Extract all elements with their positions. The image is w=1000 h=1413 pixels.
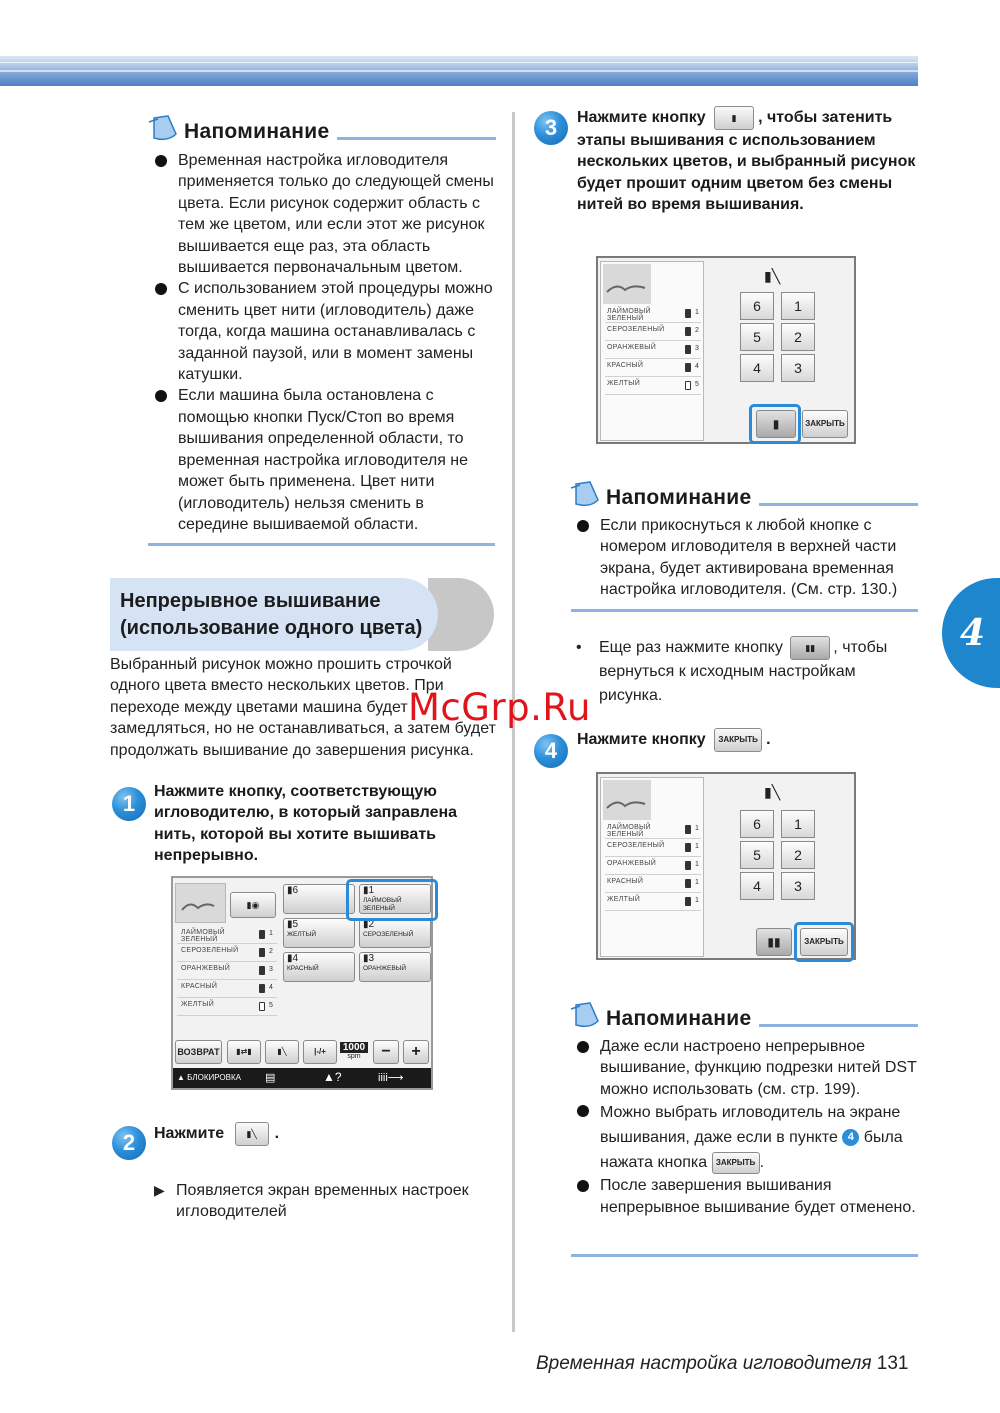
bottom-bar <box>173 1068 431 1088</box>
thread-name: ЖЕЛТЫЙ <box>181 1001 215 1008</box>
row-divider <box>605 892 701 893</box>
needle-number: 4 <box>269 984 273 991</box>
needle-button[interactable]: 4 <box>740 872 774 900</box>
memo-bell-icon <box>568 1001 602 1031</box>
needle-select-button[interactable] <box>283 884 355 914</box>
row-divider <box>177 997 277 998</box>
start-stop-button[interactable]: ▮◉ <box>230 892 276 918</box>
thread-name: ОРАНЖЕВЫЙ <box>181 965 231 972</box>
list-item: Можно выбрать игловодитель на экране вышивания, даже если в пункте 4 была нажата кнопка ЗАКРЫТЬ . <box>572 1100 918 1175</box>
section-title-line2: (использование одного цвета) <box>120 617 423 639</box>
section-title-line1: Непрерывное вышивание <box>120 590 381 612</box>
needle-number: ▮1 <box>363 885 375 896</box>
design-preview <box>603 264 651 304</box>
spool-icon <box>685 879 691 888</box>
step-text: Нажмите ▮╲ . <box>154 1122 279 1146</box>
note-title: Напоминание <box>606 1007 752 1030</box>
highlight-close <box>794 922 854 962</box>
note-heading <box>146 114 496 144</box>
step2-result <box>154 1180 500 1223</box>
step-text: Нажмите кнопку ЗАКРЫТЬ . <box>577 728 771 752</box>
needle-button[interactable]: 3 <box>781 872 815 900</box>
needle-number: 1 <box>695 879 699 886</box>
row-divider <box>605 910 701 911</box>
needle-button[interactable]: 3 <box>781 354 815 382</box>
needle-bar-button[interactable]: ▮⇄▮ <box>227 1040 261 1064</box>
design-preview <box>175 883 226 923</box>
design-preview <box>603 780 651 820</box>
needle-number: 3 <box>269 966 273 973</box>
needle-color-label: СЕРОЗЕЛЕНЫЙ <box>363 931 414 938</box>
highlight-needle-1 <box>346 879 438 921</box>
thread-name: ЖЕЛТЫЙ <box>607 380 641 387</box>
thread-name: СЕРОЗЕЛЕНЫЙ <box>181 947 239 954</box>
thread-name: СЕРОЗЕЛЕНЫЙ <box>607 326 665 333</box>
needle-settings-screen-after <box>596 772 856 960</box>
needle-select-button[interactable] <box>359 952 431 982</box>
needle-number: ▮4 <box>287 953 299 964</box>
list-item: Даже если настроено непрерывное вышивание, функцию подрезки нитей DST можно использовать (см. стр. 199). <box>572 1036 918 1100</box>
needle-number: 1 <box>695 897 699 904</box>
temp-needle-setting-button[interactable]: ▮╲ <box>235 1122 269 1146</box>
thread-view-icon[interactable]: iiii⟶ <box>378 1072 404 1084</box>
page-number: 131 <box>876 1353 909 1374</box>
thread-name: ОРАНЖЕВЫЙ <box>607 860 657 867</box>
row-divider <box>605 856 701 857</box>
spool-icon <box>259 948 265 957</box>
footer-title: Временная настройка игловодителя <box>536 1353 872 1374</box>
note-end-rule <box>148 543 495 546</box>
step-ref-badge: 4 <box>842 1129 859 1146</box>
thread-name: КРАСНЫЙ <box>607 878 644 885</box>
note-title: Напоминание <box>184 120 330 143</box>
needle-number: 1 <box>695 309 699 316</box>
step-number: 1 <box>112 787 146 821</box>
design-image <box>603 264 651 304</box>
row-divider <box>177 979 277 980</box>
row-divider <box>177 1015 277 1016</box>
row-divider <box>177 961 277 962</box>
close-button[interactable]: ЗАКРЫТЬ <box>712 1152 760 1174</box>
list-item: Если прикоснуться к любой кнопке с номером игловодителя в верхней части экрана, будет активирована временная настройка игловодителя. (См. стр. 130.) <box>572 515 918 601</box>
note3-list <box>572 1036 918 1218</box>
lock-label: БЛОКИРОВКА <box>187 1073 241 1082</box>
spool-icon <box>685 345 691 354</box>
note-rule <box>337 137 496 140</box>
watermark: McGrp.Ru <box>408 686 591 729</box>
note3-item2-b: была нажата кнопка <box>600 1129 903 1172</box>
note-end-rule <box>571 1254 918 1257</box>
page-footer <box>536 1353 909 1375</box>
note-heading <box>568 1001 918 1031</box>
needle-button[interactable]: 5 <box>740 841 774 869</box>
close-button[interactable]: ЗАКРЫТЬ <box>802 410 848 438</box>
needle-color-label: КРАСНЫЙ <box>287 965 319 972</box>
temp-needle-icon: ▮╲ <box>764 268 781 284</box>
row-divider <box>605 340 701 341</box>
step-number: 3 <box>534 111 568 145</box>
needle-select-button[interactable] <box>283 918 355 948</box>
needle-number: 4 <box>695 363 699 370</box>
result-arrow-icon: ▶ <box>154 1182 165 1198</box>
needle-color-label: ОРАНЖЕВЫЙ <box>363 965 407 972</box>
list-item: Если машина была остановлена с помощью кнопки Пуск/Стоп во время вышивания определенной области, то временная настройка игловодителя не может быть применена. Цвет нити (игловодитель) нельзя сменить в середине вышиваемой области. <box>150 385 498 535</box>
needle-button[interactable]: 2 <box>781 841 815 869</box>
needle-number: 2 <box>695 327 699 334</box>
spool-icon <box>685 363 691 372</box>
spool-icon <box>259 966 265 975</box>
needle-number: 1 <box>695 843 699 850</box>
embroidery-screen <box>171 876 433 1090</box>
thread-name: КРАСНЫЙ <box>607 362 644 369</box>
close-button[interactable]: ЗАКРЫТЬ <box>714 728 762 752</box>
chapter-number: 4 <box>960 612 986 654</box>
list-item: С использованием этой процедуры можно сменить цвет нити (игловодитель) даже тогда, когда машина останавливалась с заданной паузой, или в момент замены катушки. <box>150 278 498 385</box>
thread-name: ОРАНЖЕВЫЙ <box>607 344 657 351</box>
needle-number: 2 <box>269 948 273 955</box>
needle-button[interactable]: 6 <box>740 810 774 838</box>
step-number: 4 <box>534 734 568 768</box>
close-button[interactable]: ЗАКРЫТЬ <box>800 928 848 956</box>
continuous-button[interactable]: ▮▮ <box>790 636 830 660</box>
temp-needle-setting-button[interactable]: ▮╲ <box>265 1040 299 1064</box>
help-icon[interactable]: ▲? <box>323 1070 342 1084</box>
needle-number: ▮3 <box>363 953 375 964</box>
needle-button[interactable]: 5 <box>740 323 774 351</box>
list-item: Временная настройка игловодителя применяется только до следующей смены цвета. Если рисунок содержит область с тем же цветом, или если этот же рисунок вышивается еще раз, эта область вышивается первоначальным цветом. <box>150 150 498 278</box>
chapter-tab <box>942 578 1000 688</box>
sub-bullet <box>576 636 916 707</box>
needle-button[interactable]: 1 <box>781 810 815 838</box>
thread-name: ЛАЙМОВЫЙ ЗЕЛЕНЫЙ <box>607 824 651 838</box>
spool-icon <box>685 861 691 870</box>
result-text: Появляется экран временных настроек игловодителей <box>176 1182 469 1221</box>
spool-icon <box>259 1002 265 1011</box>
needle-number: 1 <box>269 930 273 937</box>
design-image <box>176 884 227 924</box>
sub-bullet-text-b: , чтобы вернуться к исходным настройкам рисунка. <box>599 639 888 704</box>
note2-list <box>572 515 918 601</box>
needle-number: 1 <box>695 825 699 832</box>
continuous-button[interactable]: ▮▮ <box>756 928 792 956</box>
spool-icon <box>685 825 691 834</box>
note1-list <box>150 150 498 535</box>
design-image <box>603 780 651 820</box>
spool-icon <box>685 327 691 336</box>
section-intro: Выбранный рисунок можно прошить строчкой одного цвета вместо нескольких цветов. При переходе между цветами машина будет замедляться, но не останавливаться, а затем будет продолжать вышивание до завершения рисунка. <box>110 656 496 759</box>
needle-button[interactable]: 4 <box>740 354 774 382</box>
row-divider <box>605 394 701 395</box>
thread-panel <box>600 261 704 441</box>
spool-icon <box>259 930 265 939</box>
row-divider <box>605 874 701 875</box>
step-number: 2 <box>112 1126 146 1160</box>
row-divider <box>605 322 701 323</box>
memo-bell-icon <box>568 480 602 510</box>
thread-trim-button[interactable]: |-/+ <box>303 1040 337 1064</box>
needle-number: 5 <box>695 381 699 388</box>
note-end-rule <box>571 609 918 612</box>
sub-bullet-text-a: Еще раз нажмите кнопку <box>599 639 783 657</box>
thread-name: ЛАЙМОВЫЙ ЗЕЛЕНЫЙ <box>607 308 651 322</box>
needle-color-label: ЖЕЛТЫЙ <box>287 931 316 938</box>
step-text <box>577 106 917 216</box>
return-button[interactable]: ВОЗВРАТ <box>175 1040 222 1064</box>
note-title: Напоминание <box>606 486 752 509</box>
thread-name: КРАСНЫЙ <box>181 983 218 990</box>
note-rule <box>759 1024 918 1027</box>
note3-item2-a: Можно выбрать игловодитель на экране вышивания, даже если в пункте <box>600 1104 901 1147</box>
needle-button[interactable]: 1 <box>781 292 815 320</box>
needle-settings-screen <box>596 256 856 444</box>
row-divider <box>605 358 701 359</box>
needle-number: ▮2 <box>363 919 375 930</box>
step3-text-a: Нажмите кнопку <box>577 109 706 127</box>
step3-text-b: , чтобы затенить этапы вышивания с использованием нескольких цветов, и выбранный рисунок будет прошит одним цветом без смены нитей во время вышивания. <box>577 109 916 214</box>
continuous-button[interactable]: ▮ <box>756 410 796 438</box>
speed-plus-button[interactable]: + <box>403 1040 429 1064</box>
spool-icon <box>685 309 691 318</box>
needle-number: ▮6 <box>287 885 299 896</box>
list-icon[interactable]: ▤ <box>265 1072 276 1084</box>
thread-name: ЖЕЛТЫЙ <box>607 896 641 903</box>
highlight-continuous <box>749 404 801 444</box>
needle-color-label: ЛАЙМОВЫЙ ЗЕЛЕНЫЙ <box>363 897 402 912</box>
step-text: Нажмите кнопку, соответствующую игловодителю, в который заправлена нить, которой вы хотите вышивать непрерывно. <box>154 783 458 865</box>
section-heading <box>110 578 494 651</box>
row-divider <box>605 838 701 839</box>
list-item: После завершения вышивания непрерывное вышивание будет отменено. <box>572 1175 918 1218</box>
lock-button[interactable]: ▲ БЛОКИРОВКА <box>177 1073 241 1082</box>
needle-select-button[interactable] <box>359 918 431 948</box>
spool-icon <box>685 381 691 390</box>
needle-number: 5 <box>269 1002 273 1009</box>
needle-number: 3 <box>695 345 699 352</box>
step4-label: Нажмите кнопку <box>577 731 706 749</box>
note-rule <box>759 503 918 506</box>
speed-minus-button[interactable]: − <box>373 1040 399 1064</box>
needle-number: 1 <box>695 861 699 868</box>
speed-display <box>340 1042 368 1062</box>
row-divider <box>177 943 277 944</box>
row-divider <box>605 376 701 377</box>
step2-label: Нажмите <box>154 1125 225 1143</box>
thread-name: ЛАЙМОВЫЙ ЗЕЛЕНЫЙ <box>181 929 225 943</box>
needle-button[interactable]: 6 <box>740 292 774 320</box>
note-heading <box>568 480 918 510</box>
spool-icon <box>685 843 691 852</box>
thread-panel <box>600 777 704 957</box>
needle-button[interactable]: 2 <box>781 323 815 351</box>
memo-bell-icon <box>146 114 180 144</box>
spool-icon <box>685 897 691 906</box>
temp-needle-icon: ▮╲ <box>764 784 781 800</box>
bullet-dot: • <box>576 639 582 656</box>
needle-select-button[interactable] <box>283 952 355 982</box>
header-band <box>0 56 918 86</box>
spool-icon <box>259 984 265 993</box>
speed-unit: spm <box>347 1053 361 1060</box>
continuous-button[interactable]: ▮ <box>714 106 754 130</box>
speed-value: 1000 <box>340 1042 368 1053</box>
thread-name: СЕРОЗЕЛЕНЫЙ <box>607 842 665 849</box>
needle-number: ▮5 <box>287 919 299 930</box>
